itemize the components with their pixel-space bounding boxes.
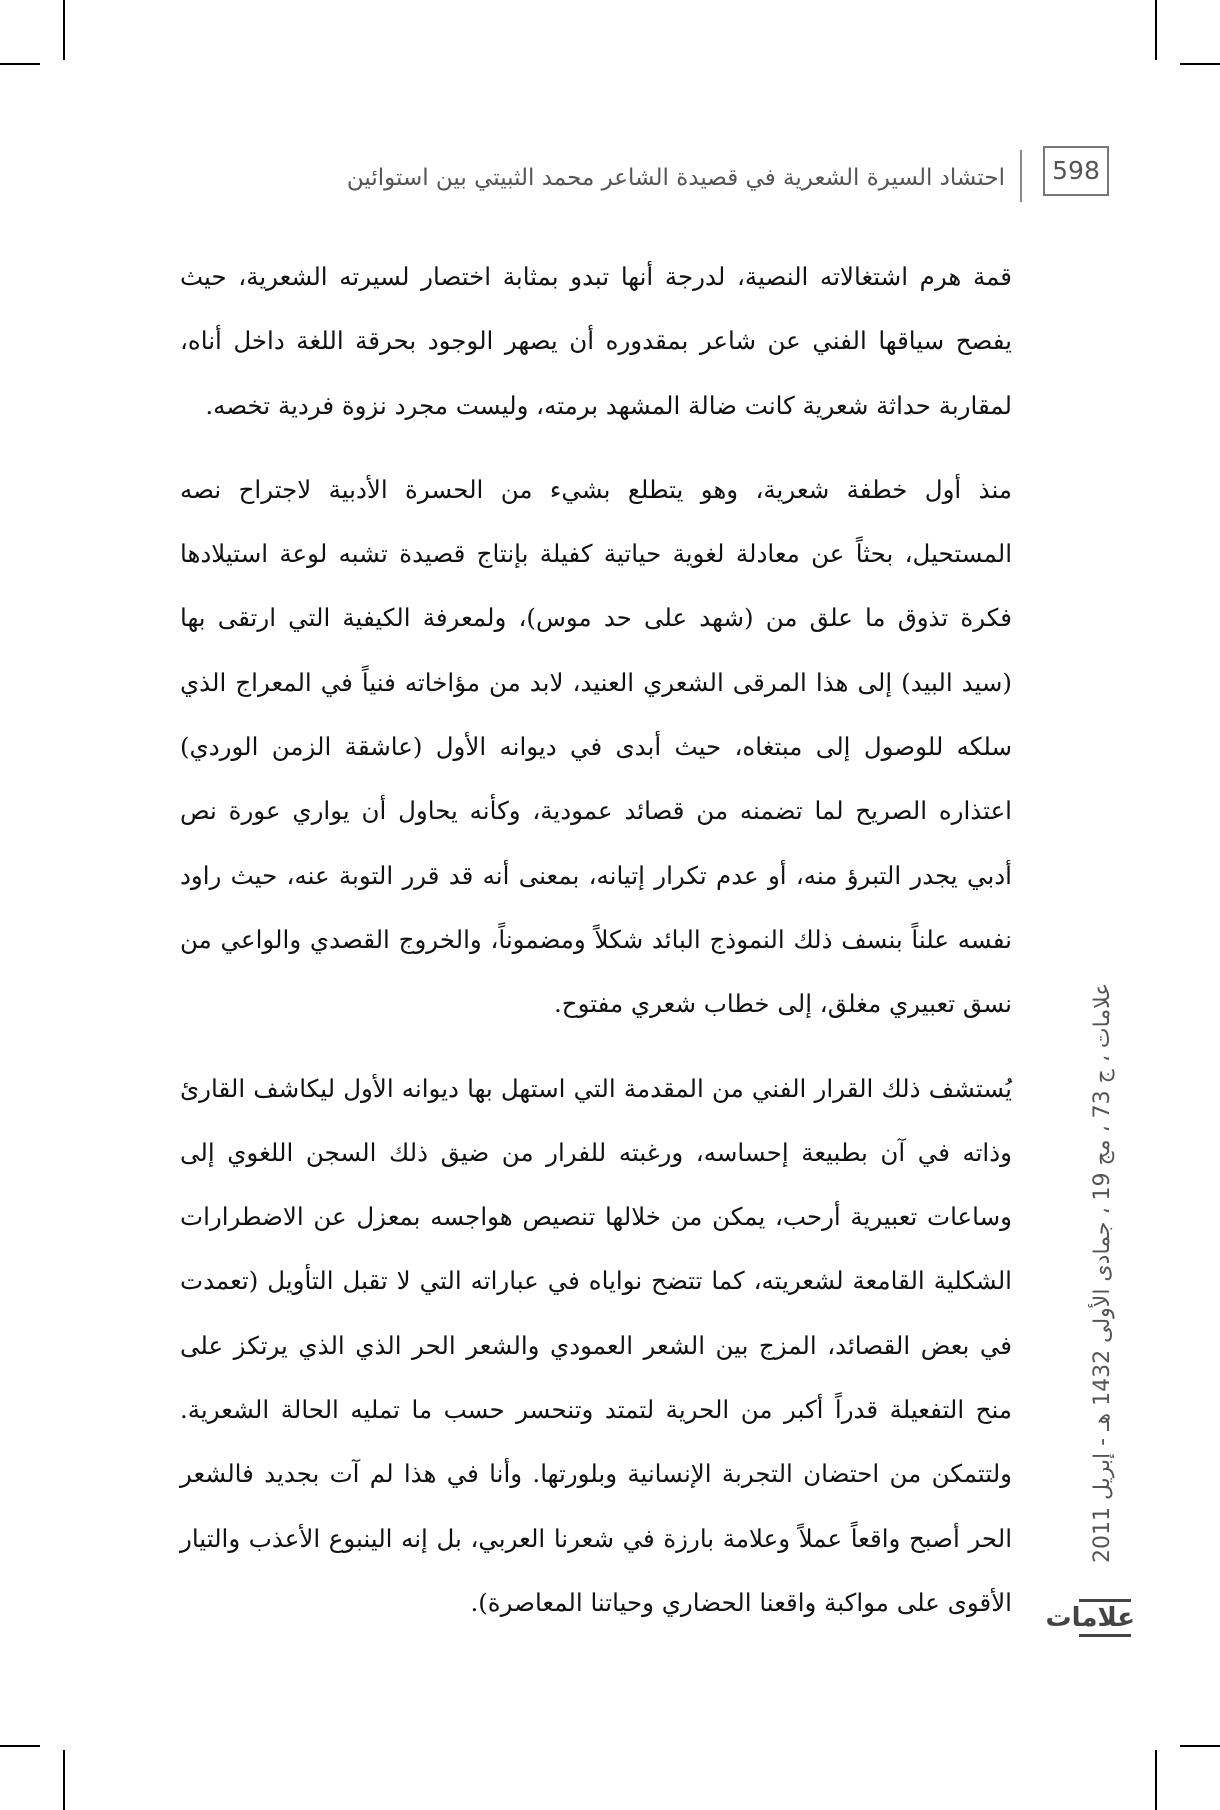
paragraph: منذ أول خطفة شعرية، وهو يتطلع بشيء من الحسرة الأدبية لاجتراح نصه المستحيل، بحثاً عن معادلة لغوية حياتية كفيلة بإنتاج قصيدة تشبه لوعة استيلادها فكرة تذوق ما علق من (شهد على حد موس)، ولمعرفة الكيفية التي ارتقى بها (سيد البيد) إلى هذا المرقى الشعري العنيد، لابد من مؤاخاته فنياً في المعراج الذي سلكه للوصول إلى مبتغاه، حيث أبدى في ديوانه الأول (عاشقة الزمن الوردي) اعتذاره الصريح لما تضمنه من قصائد عمودية، وكأنه يحاول أن يواري عورة نص أدبي يجدر التبرؤ منه، أو عدم تكرار إتيانه، بمعنى أنه قد قرر التوبة عنه، حيث راود نفسه علناً بنسف ذلك النموذج البائد شكلاً ومضموناً، والخروج القصدي والواعي من نسق تعبيري مغلق، إلى خطاب شعري مفتوح. <box>180 474 1012 1019</box>
crop-mark <box>63 0 65 60</box>
crop-mark <box>0 63 40 65</box>
paragraph: قمة هرم اشتغالاته النصية، لدرجة أنها تبدو بمثابة اختصار لسيرته الشعرية، حيث يفصح سياقها الفني عن شاعر بمقدوره أن يصهر الوجود بحرقة اللغة داخل أناه، لمقاربة حداثة شعرية كانت ضالة المشهد برمته، وليست مجرد نزوة فردية تخصه. <box>180 262 1012 420</box>
journal-issue-info: علامات ، ج 73 ، مج 19 ، جمادى الأولى 1432 هـ - إبريل 2011 <box>1090 982 1115 1563</box>
article-body <box>180 245 1012 1635</box>
running-title: احتشاد السيرة الشعرية في قصيدة الشاعر محمد الثبيتي بين استوائين <box>346 165 1005 191</box>
header-divider <box>1020 150 1022 202</box>
crop-mark <box>1155 0 1157 60</box>
crop-mark <box>1180 1745 1220 1747</box>
page-number: 598 <box>1043 146 1109 196</box>
crop-mark <box>63 1750 65 1810</box>
paragraph: يُستشف ذلك القرار الفني من المقدمة التي استهل بها ديوانه الأول ليكاشف القارئ وذاته في آن بطبيعة إحساسه، ورغبته للفرار من ضيق ذلك السجن اللغوي إلى وساعات تعبيرية أرحب، يمكن من خلالها تنصيص هواجسه بمعزل عن الاضطرارات الشكلية القامعة لشعريته، كما تتضح نواياه في عباراته التي لا تقبل التأويل (تعمدت في بعض القصائد، المزج بين الشعر العمودي والشعر الحر الذي الذي يرتكز على منح التفعيلة قدراً أكبر من الحرية لتمتد وتنحسر حسب ما تمليه الحالة الشعرية. ولتتمكن من احتضان التجربة الإنسانية وبلورتها. وأنا في هذا لم آت بجديد فالشعر الحر أصبح واقعاً عملاً وعلامة بارزة في شعرنا العربي، بل إنه الينبوع الأعذب والتيار الأقوى على مواكبة واقعنا الحضاري وحياتنا المعاصرة). <box>180 1073 1012 1617</box>
journal-logo <box>1045 1595 1135 1641</box>
journal-logo-text: علامات <box>1045 1603 1135 1633</box>
crop-mark <box>1155 1750 1157 1810</box>
crop-mark <box>0 1745 40 1747</box>
crop-mark <box>1180 63 1220 65</box>
